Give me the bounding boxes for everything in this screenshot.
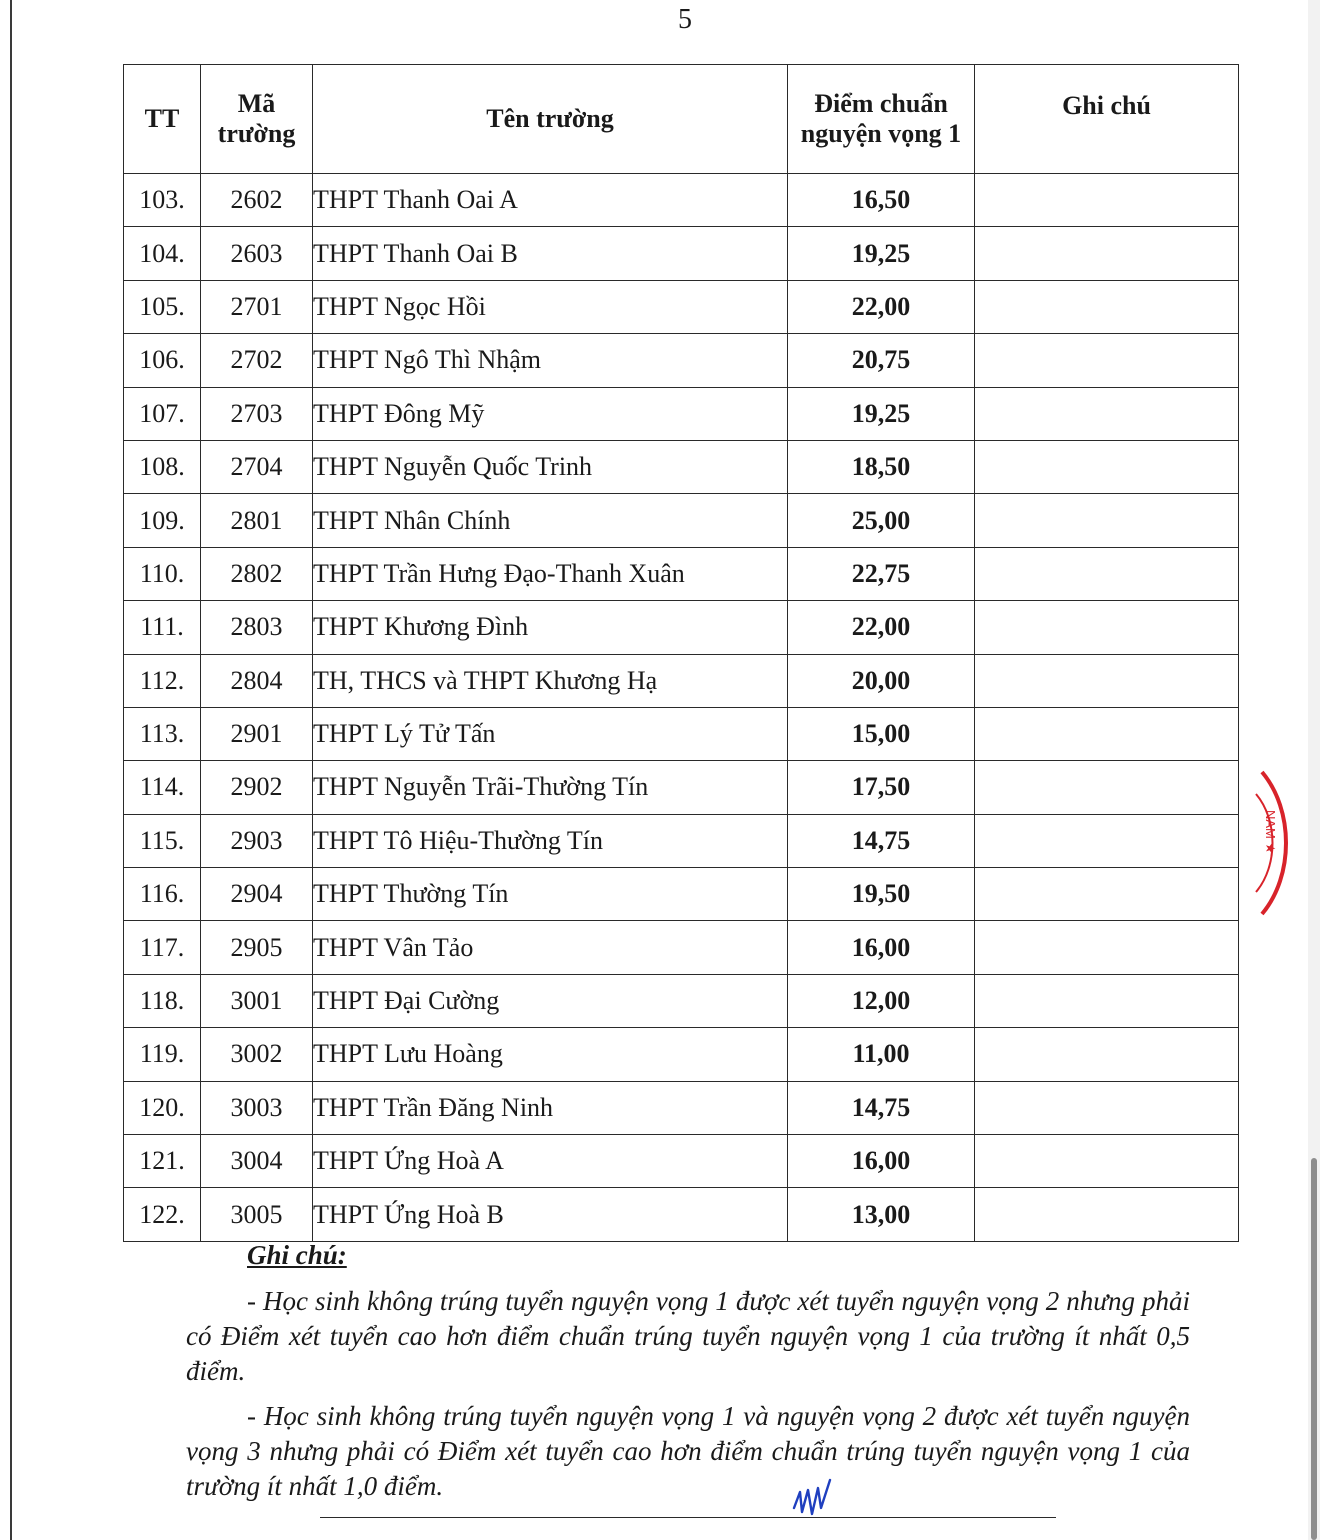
- table-row: [124, 227, 1239, 280]
- row-cutoff-score-cell: 20,75: [788, 334, 975, 387]
- table-header-row: [124, 65, 1239, 174]
- row-note-cell: [975, 1028, 1239, 1081]
- row-tt-cell: 121.: [124, 1135, 201, 1188]
- table-row: [124, 921, 1239, 974]
- row-note-cell: [975, 868, 1239, 921]
- row-cutoff-score-cell: 22,75: [788, 547, 975, 600]
- row-note-cell: [975, 601, 1239, 654]
- row-school-name-cell: TH, THCS và THPT Khương Hạ: [313, 654, 788, 707]
- table-row: [124, 974, 1239, 1027]
- row-cutoff-score-cell: 17,50: [788, 761, 975, 814]
- table-row: [124, 1188, 1239, 1241]
- row-school-code-cell: 2905: [201, 921, 313, 974]
- row-school-code-cell: 2702: [201, 334, 313, 387]
- note-item: - Học sinh không trúng tuyển nguyện vọng 1 được xét tuyển nguyện vọng 2 nhưng phải có Điểm xét tuyển cao hơn điểm chuẩn trúng tuyển nguyện vọng 1 của trường ít nhất 0,5 điểm.: [186, 1286, 1190, 1386]
- row-note-cell: [975, 974, 1239, 1027]
- row-tt-cell: 115.: [124, 814, 201, 867]
- row-note-cell: [975, 387, 1239, 440]
- row-school-code-cell: 3005: [201, 1188, 313, 1241]
- row-school-name-cell: THPT Ứng Hoà B: [313, 1188, 788, 1241]
- table-row: [124, 1028, 1239, 1081]
- row-cutoff-score-cell: 15,00: [788, 707, 975, 760]
- row-tt-cell: 112.: [124, 654, 201, 707]
- row-note-cell: [975, 1081, 1239, 1134]
- row-cutoff-score-cell: 13,00: [788, 1188, 975, 1241]
- scrollbar-track[interactable]: [1308, 0, 1320, 1540]
- table-row: [124, 494, 1239, 547]
- row-school-name-cell: THPT Ứng Hoà A: [313, 1135, 788, 1188]
- row-school-code-cell: 3003: [201, 1081, 313, 1134]
- row-cutoff-score-cell: 14,75: [788, 1081, 975, 1134]
- table-row: [124, 868, 1239, 921]
- row-school-code-cell: 2704: [201, 440, 313, 493]
- row-school-code-cell: 2804: [201, 654, 313, 707]
- header-tt: TT: [124, 65, 201, 174]
- row-school-name-cell: THPT Nguyễn Quốc Trinh: [313, 440, 788, 493]
- row-tt-cell: 109.: [124, 494, 201, 547]
- row-school-code-cell: 2703: [201, 387, 313, 440]
- row-school-code-cell: 2903: [201, 814, 313, 867]
- scrollbar-thumb[interactable]: [1311, 1158, 1317, 1540]
- row-cutoff-score-cell: 16,00: [788, 921, 975, 974]
- row-school-name-cell: THPT Khương Đình: [313, 601, 788, 654]
- admission-score-table: [123, 64, 1239, 1242]
- row-cutoff-score-cell: 19,50: [788, 868, 975, 921]
- row-note-cell: [975, 1135, 1239, 1188]
- table-row: [124, 601, 1239, 654]
- header-school-code: [201, 65, 313, 174]
- row-school-code-cell: 2701: [201, 280, 313, 333]
- row-school-name-cell: THPT Tô Hiệu-Thường Tín: [313, 814, 788, 867]
- row-cutoff-score-cell: 16,00: [788, 1135, 975, 1188]
- row-school-code-cell: 2603: [201, 227, 313, 280]
- row-note-cell: [975, 547, 1239, 600]
- header-cutoff-score-line2: nguyện vọng 1: [800, 119, 962, 148]
- page-number: 5: [678, 4, 692, 35]
- row-tt-cell: 116.: [124, 868, 201, 921]
- row-note-cell: [975, 761, 1239, 814]
- row-school-code-cell: 2801: [201, 494, 313, 547]
- row-note-cell: [975, 280, 1239, 333]
- row-cutoff-score-cell: 14,75: [788, 814, 975, 867]
- row-note-cell: [975, 440, 1239, 493]
- header-school-code-line2: trường: [217, 119, 296, 148]
- row-tt-cell: 117.: [124, 921, 201, 974]
- row-school-name-cell: THPT Đại Cường: [313, 974, 788, 1027]
- row-tt-cell: 111.: [124, 601, 201, 654]
- row-note-cell: [975, 707, 1239, 760]
- row-school-code-cell: 2904: [201, 868, 313, 921]
- table-row: [124, 814, 1239, 867]
- row-cutoff-score-cell: 22,00: [788, 601, 975, 654]
- row-cutoff-score-cell: 19,25: [788, 227, 975, 280]
- row-cutoff-score-cell: 22,00: [788, 280, 975, 333]
- row-note-cell: [975, 654, 1239, 707]
- table-row: [124, 280, 1239, 333]
- row-school-code-cell: 2602: [201, 174, 313, 227]
- row-school-name-cell: THPT Đông Mỹ: [313, 387, 788, 440]
- row-tt-cell: 106.: [124, 334, 201, 387]
- row-note-cell: [975, 174, 1239, 227]
- row-school-name-cell: THPT Thanh Oai B: [313, 227, 788, 280]
- row-tt-cell: 110.: [124, 547, 201, 600]
- row-tt-cell: 105.: [124, 280, 201, 333]
- header-cutoff-score: [788, 65, 975, 174]
- row-cutoff-score-cell: 19,25: [788, 387, 975, 440]
- row-school-name-cell: THPT Nguyễn Trãi-Thường Tín: [313, 761, 788, 814]
- signature-mark: [790, 1478, 840, 1518]
- row-note-cell: [975, 921, 1239, 974]
- row-school-name-cell: THPT Trần Hưng Đạo-Thanh Xuân: [313, 547, 788, 600]
- header-school-name: Tên trường: [313, 65, 788, 174]
- row-school-name-cell: THPT Ngọc Hồi: [313, 280, 788, 333]
- row-note-cell: [975, 1188, 1239, 1241]
- row-school-code-cell: 3004: [201, 1135, 313, 1188]
- row-tt-cell: 119.: [124, 1028, 201, 1081]
- row-school-code-cell: 2902: [201, 761, 313, 814]
- row-school-name-cell: THPT Trần Đăng Ninh: [313, 1081, 788, 1134]
- row-tt-cell: 120.: [124, 1081, 201, 1134]
- row-school-name-cell: THPT Thường Tín: [313, 868, 788, 921]
- row-school-name-cell: THPT Nhân Chính: [313, 494, 788, 547]
- row-note-cell: [975, 227, 1239, 280]
- table-row: [124, 174, 1239, 227]
- header-cutoff-score-line1: Điểm chuẩn: [814, 89, 948, 118]
- table-row: [124, 387, 1239, 440]
- row-school-code-cell: 2901: [201, 707, 313, 760]
- red-seal-stamp: [1248, 770, 1298, 916]
- seal-text: NAM ★: [1263, 810, 1278, 855]
- row-cutoff-score-cell: 16,50: [788, 174, 975, 227]
- row-note-cell: [975, 334, 1239, 387]
- table-row: [124, 547, 1239, 600]
- notes-section: [186, 1238, 1190, 1514]
- table-row: [124, 1135, 1239, 1188]
- header-note: Ghi chú: [975, 65, 1239, 174]
- row-school-name-cell: THPT Vân Tảo: [313, 921, 788, 974]
- row-tt-cell: 114.: [124, 761, 201, 814]
- header-school-code-line1: Mã: [237, 89, 276, 118]
- row-tt-cell: 103.: [124, 174, 201, 227]
- row-cutoff-score-cell: 25,00: [788, 494, 975, 547]
- row-school-code-cell: 3002: [201, 1028, 313, 1081]
- row-tt-cell: 118.: [124, 974, 201, 1027]
- table-row: [124, 334, 1239, 387]
- note-item: - Học sinh không trúng tuyển nguyện vọng 1 và nguyện vọng 2 được xét tuyển nguyện vọng 3 nhưng phải có Điểm xét tuyển cao hơn điểm chuẩn trúng tuyển nguyện vọng 1 của trường ít nhất 1,0 điểm.: [186, 1401, 1190, 1501]
- row-note-cell: [975, 814, 1239, 867]
- signature-stroke: [794, 1480, 830, 1514]
- table-row: [124, 707, 1239, 760]
- row-school-name-cell: THPT Lý Tử Tấn: [313, 707, 788, 760]
- row-school-code-cell: 3001: [201, 974, 313, 1027]
- row-school-code-cell: 2802: [201, 547, 313, 600]
- row-tt-cell: 104.: [124, 227, 201, 280]
- row-cutoff-score-cell: 20,00: [788, 654, 975, 707]
- row-cutoff-score-cell: 11,00: [788, 1028, 975, 1081]
- table-row: [124, 440, 1239, 493]
- row-school-code-cell: 2803: [201, 601, 313, 654]
- table-row: [124, 761, 1239, 814]
- table-row: [124, 654, 1239, 707]
- row-school-name-cell: THPT Ngô Thì Nhậm: [313, 334, 788, 387]
- row-tt-cell: 113.: [124, 707, 201, 760]
- row-tt-cell: 122.: [124, 1188, 201, 1241]
- page-left-edge: [0, 0, 12, 1540]
- row-tt-cell: 108.: [124, 440, 201, 493]
- row-school-name-cell: THPT Lưu Hoàng: [313, 1028, 788, 1081]
- row-note-cell: [975, 494, 1239, 547]
- row-school-name-cell: THPT Thanh Oai A: [313, 174, 788, 227]
- table-body: [124, 174, 1239, 1242]
- notes-title: Ghi chú:: [247, 1240, 347, 1270]
- row-tt-cell: 107.: [124, 387, 201, 440]
- row-cutoff-score-cell: 12,00: [788, 974, 975, 1027]
- bottom-rule: [320, 1517, 1056, 1518]
- table-row: [124, 1081, 1239, 1134]
- row-cutoff-score-cell: 18,50: [788, 440, 975, 493]
